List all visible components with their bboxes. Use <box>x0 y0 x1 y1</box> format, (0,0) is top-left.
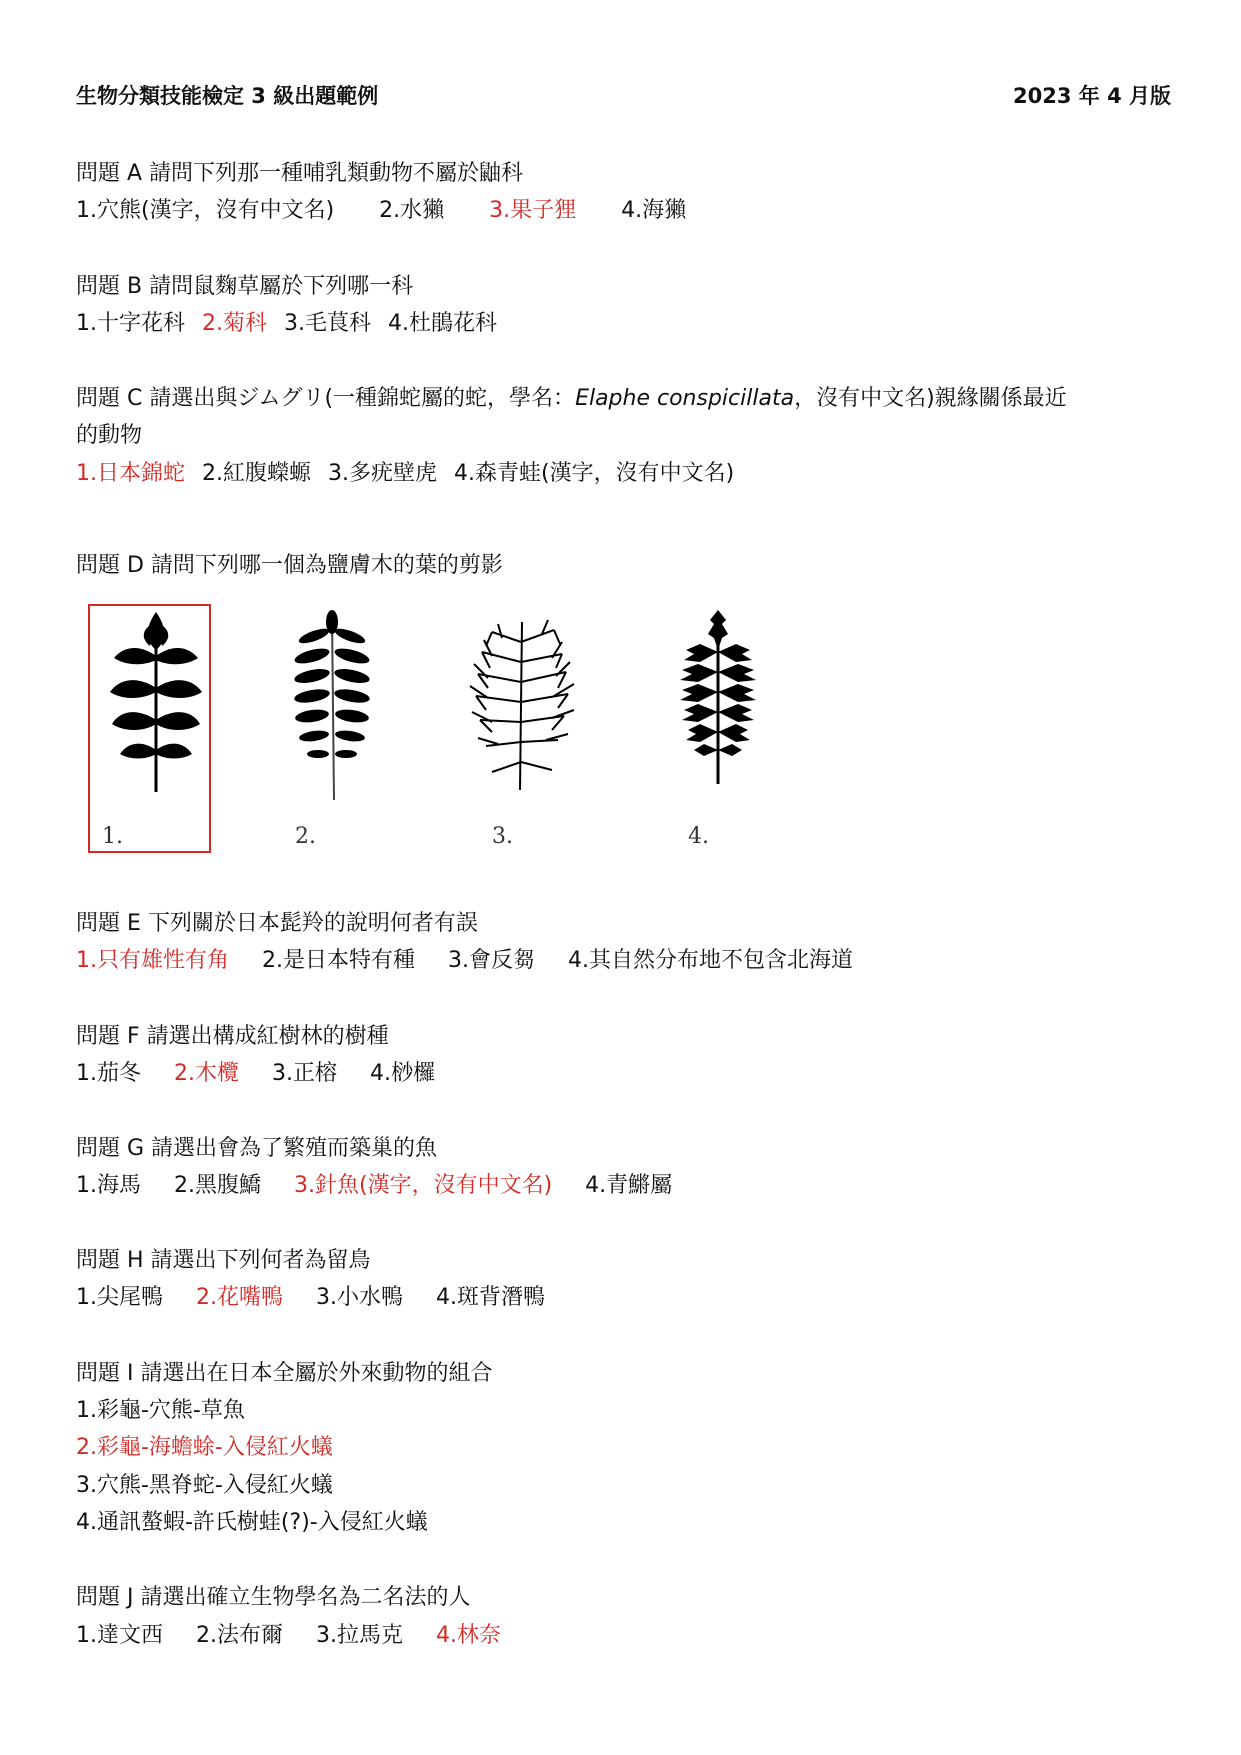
question-i-option-3: 3.穴熊-黑脊蛇-入侵紅火蟻 <box>76 1473 333 1498</box>
question-e-options <box>76 943 853 974</box>
question-c-prompt-line2: 的動物 <box>76 423 143 448</box>
answer-option: 4.林奈 <box>436 1623 501 1648</box>
option: 4.青鱂屬 <box>585 1173 673 1198</box>
option: 1.茄冬 <box>76 1061 141 1086</box>
question-g-prompt: 問題 G 請選出會為了繁殖而築巢的魚 <box>76 1136 438 1161</box>
leaf-silhouette-1 <box>100 606 210 794</box>
question-h-prompt: 問題 H 請選出下列何者為留鳥 <box>76 1248 371 1273</box>
leaf-silhouette-4 <box>664 606 772 786</box>
leaf-label-3: 3. <box>492 824 513 849</box>
option: 1.十字花科 <box>76 311 185 336</box>
question-a-options <box>76 193 686 224</box>
question-i-option-1: 1.彩龜-穴熊-草魚 <box>76 1398 245 1423</box>
option: 2.紅腹蠑螈 <box>202 461 311 486</box>
question-c-options <box>76 456 734 487</box>
leaf-label-1: 1. <box>102 824 123 849</box>
question-f-options <box>76 1056 435 1087</box>
option: 4.森青蛙(漢字，沒有中文名) <box>454 461 735 486</box>
question-g-options <box>76 1168 672 1199</box>
leaf-silhouette-3 <box>462 612 582 792</box>
answer-option: 2.木欖 <box>174 1061 239 1086</box>
answer-option: 2.菊科 <box>202 311 267 336</box>
question-f-prompt: 問題 F 請選出構成紅樹林的樹種 <box>76 1024 389 1049</box>
option: 4.杜鵑花科 <box>388 311 497 336</box>
option: 3.會反芻 <box>448 948 535 973</box>
option: 2.黑腹鱎 <box>174 1173 261 1198</box>
option: 2.水獺 <box>379 198 445 223</box>
question-i-option-2-answer: 2.彩龜-海蟾蜍-入侵紅火蟻 <box>76 1435 333 1460</box>
answer-option: 3.果子狸 <box>489 198 577 223</box>
option: 4.海獺 <box>621 198 687 223</box>
option: 4.桫欏 <box>370 1061 435 1086</box>
question-h-options <box>76 1280 545 1311</box>
prompt-part: ，沒有中文名)親緣關係最近 <box>794 386 1067 411</box>
question-b-prompt: 問題 B 請問鼠麴草屬於下列哪一科 <box>76 274 414 299</box>
question-d-prompt: 問題 D 請問下列哪一個為鹽膚木的葉的剪影 <box>76 553 503 578</box>
option: 4.斑背潛鴨 <box>436 1285 545 1310</box>
option: 1.穴熊(漢字，沒有中文名) <box>76 198 335 223</box>
option: 1.達文西 <box>76 1623 163 1648</box>
question-i-option-4: 4.通訊螯蝦-許氏樹蛙(?)-入侵紅火蟻 <box>76 1510 428 1535</box>
question-b-options <box>76 306 497 337</box>
answer-option: 1.只有雄性有角 <box>76 948 229 973</box>
scientific-name: Elaphe conspicillata <box>575 386 795 411</box>
prompt-part: 問題 C 請選出與ジムグリ(一種錦蛇屬的蛇，學名： <box>76 386 576 411</box>
question-a-prompt: 問題 A 請問下列那一種哺乳類動物不屬於鼬科 <box>76 161 524 186</box>
option: 3.拉馬克 <box>316 1623 403 1648</box>
option: 2.法布爾 <box>196 1623 283 1648</box>
question-i-prompt: 問題 I 請選出在日本全屬於外來動物的組合 <box>76 1361 493 1386</box>
answer-option: 2.花嘴鴨 <box>196 1285 283 1310</box>
option: 3.多疣壁虎 <box>328 461 437 486</box>
answer-option: 1.日本錦蛇 <box>76 461 185 486</box>
answer-option: 3.針魚(漢字，沒有中文名) <box>294 1173 553 1198</box>
question-e-prompt: 問題 E 下列關於日本髭羚的說明何者有誤 <box>76 911 478 936</box>
doc-edition: 2023 年 4 月版 <box>1013 84 1171 108</box>
option: 3.毛茛科 <box>284 311 371 336</box>
doc-title: 生物分類技能檢定 3 級出題範例 <box>76 84 379 108</box>
option: 4.其自然分布地不包含北海道 <box>568 948 853 973</box>
leaf-label-2: 2. <box>295 824 316 849</box>
option: 1.尖尾鴨 <box>76 1285 163 1310</box>
question-j-prompt: 問題 J 請選出確立生物學名為二名法的人 <box>76 1585 471 1610</box>
leaf-label-4: 4. <box>688 824 709 849</box>
option: 3.正榕 <box>272 1061 337 1086</box>
leaf-silhouette-2 <box>290 606 374 802</box>
question-c-prompt <box>76 381 1067 412</box>
option: 2.是日本特有種 <box>262 948 415 973</box>
option: 3.小水鴨 <box>316 1285 403 1310</box>
question-j-options <box>76 1618 501 1649</box>
option: 1.海馬 <box>76 1173 141 1198</box>
